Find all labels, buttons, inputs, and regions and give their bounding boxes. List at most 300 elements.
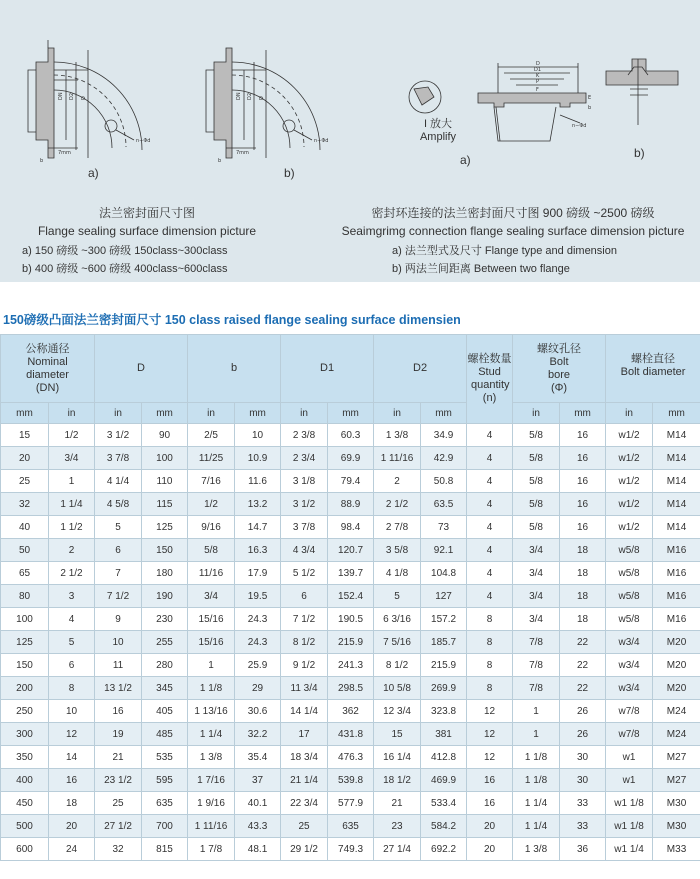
table-cell: 1 7/16 [188, 769, 235, 792]
table-cell: 11 3/4 [281, 677, 328, 700]
table-cell: 8 [467, 654, 513, 677]
table-cell: 17 [281, 723, 328, 746]
table-cell: 362 [328, 700, 374, 723]
dim-label: b [218, 158, 222, 164]
table-cell: 48.1 [235, 838, 281, 861]
table-cell: 25 [281, 815, 328, 838]
dim-label: K [536, 73, 540, 79]
table-cell: 4 1/4 [95, 470, 142, 493]
table-cell: 1 3/8 [374, 424, 421, 447]
table-cell: 9 [95, 608, 142, 631]
unit-cell: in [281, 403, 328, 424]
table-cell: 300 [1, 723, 49, 746]
table-cell: 345 [142, 677, 188, 700]
table-cell: 152.4 [328, 585, 374, 608]
flange-drawing-b [196, 40, 356, 165]
table-cell: 1 3/8 [188, 746, 235, 769]
table-cell: 30.6 [235, 700, 281, 723]
table-cell: 1 [49, 470, 95, 493]
subfigure-label-b: b) [634, 146, 645, 160]
table-cell: 7/8 [513, 654, 560, 677]
table-cell: M27 [653, 746, 700, 769]
table-cell: 3 1/2 [95, 424, 142, 447]
table-cell: M27 [653, 769, 700, 792]
table-cell: w5/8 [606, 539, 653, 562]
table-cell: 476.3 [328, 746, 374, 769]
table-cell: 24.3 [235, 608, 281, 631]
table-cell: 1 1/4 [513, 815, 560, 838]
table-cell: 4 [467, 562, 513, 585]
table-cell: 3 7/8 [281, 516, 328, 539]
table-cell: 2 3/8 [281, 424, 328, 447]
table-cell: 26 [560, 700, 606, 723]
table-cell: 50 [1, 539, 49, 562]
table-cell: 323.8 [421, 700, 467, 723]
table-cell: 16 1/4 [374, 746, 421, 769]
table-cell: 7/8 [513, 631, 560, 654]
unit-row [1, 403, 700, 424]
table-cell: 4 5/8 [95, 493, 142, 516]
table-cell: w3/4 [606, 654, 653, 677]
table-cell: 1 1/2 [49, 516, 95, 539]
table-cell: 125 [142, 516, 188, 539]
table-cell: 21 [374, 792, 421, 815]
table-cell: M20 [653, 631, 700, 654]
table-cell: w1 1/4 [606, 838, 653, 861]
table-cell: 25.9 [235, 654, 281, 677]
table-cell: 25 [1, 470, 49, 493]
table-cell: 6 [95, 539, 142, 562]
subfigure-label-b: b) [284, 166, 295, 180]
table-cell: 5/8 [513, 447, 560, 470]
table-cell: 6 [281, 585, 328, 608]
table-cell: 30 [560, 769, 606, 792]
table-cell: 125 [1, 631, 49, 654]
table-cell: 450 [1, 792, 49, 815]
table-cell: 3/4 [513, 539, 560, 562]
table-cell: 65 [1, 562, 49, 585]
table-cell: 3/4 [513, 562, 560, 585]
table-cell: 4 [467, 516, 513, 539]
detail-caption-cn: I 放大 [423, 118, 453, 130]
table-cell: 40.1 [235, 792, 281, 815]
table-row [1, 746, 700, 769]
table-cell: 1 11/16 [188, 815, 235, 838]
table-cell: w1 [606, 746, 653, 769]
left-caption [22, 204, 322, 278]
table-cell: 22 [560, 654, 606, 677]
table-cell: 4 1/8 [374, 562, 421, 585]
table-cell: 43.3 [235, 815, 281, 838]
right-caption [333, 204, 693, 278]
table-row [1, 424, 700, 447]
table-row [1, 769, 700, 792]
table-cell: 80 [1, 585, 49, 608]
table-cell: 230 [142, 608, 188, 631]
table-cell: 749.3 [328, 838, 374, 861]
table-row [1, 631, 700, 654]
unit-cell: in [49, 403, 95, 424]
table-cell: 4 [467, 424, 513, 447]
table-cell: 25 [95, 792, 142, 815]
table-cell: 3/4 [513, 585, 560, 608]
table-cell: 22 [560, 631, 606, 654]
table-cell: 32.2 [235, 723, 281, 746]
table-cell: 1 [513, 723, 560, 746]
table-cell: 4 [467, 585, 513, 608]
table-cell: M14 [653, 447, 700, 470]
table-cell: 1 [513, 700, 560, 723]
table-cell: 9 1/2 [281, 654, 328, 677]
header-en: Bolt bore (Φ) [548, 355, 571, 394]
table-cell: 92.1 [421, 539, 467, 562]
table-cell: 16 [560, 424, 606, 447]
table-cell: 13 1/2 [95, 677, 142, 700]
table-cell: 18 [560, 608, 606, 631]
table-cell: 381 [421, 723, 467, 746]
table-cell: 18 1/2 [374, 769, 421, 792]
table-cell: 1 [188, 654, 235, 677]
table-cell: 1 1/8 [513, 746, 560, 769]
right-caption-title-en: Seaimgrimg connection flange sealing surface dimension picture [341, 224, 685, 238]
dim-label: DN [58, 92, 64, 100]
table-cell: 5 [49, 631, 95, 654]
table-cell: 2 [49, 539, 95, 562]
unit-cell: mm [142, 403, 188, 424]
table-cell: w3/4 [606, 631, 653, 654]
table-cell: 7 [95, 562, 142, 585]
table-cell: M16 [653, 562, 700, 585]
table-cell: 4 [49, 608, 95, 631]
table-cell: 98.4 [328, 516, 374, 539]
table-cell: 16 [560, 493, 606, 516]
table-cell: 8 [49, 677, 95, 700]
table-cell: 7/16 [188, 470, 235, 493]
table-cell: 200 [1, 677, 49, 700]
table-cell: w1/2 [606, 447, 653, 470]
table-cell: 1 1/4 [513, 792, 560, 815]
table-cell: w1/2 [606, 516, 653, 539]
header-d: D [95, 335, 188, 403]
table-cell: 20 [1, 447, 49, 470]
table-cell: 23 1/2 [95, 769, 142, 792]
table-row [1, 562, 700, 585]
table-cell: 3 7/8 [95, 447, 142, 470]
table-cell: 20 [49, 815, 95, 838]
table-cell: 1 1/8 [513, 769, 560, 792]
header-cn: 公称通径 [25, 342, 70, 355]
left-caption-line: a) 150 磅级 ~300 磅级 150class~300class [22, 245, 228, 257]
table-cell: M24 [653, 723, 700, 746]
table-cell: 24.3 [235, 631, 281, 654]
table-cell: 3 [49, 585, 95, 608]
dim-label: DN [236, 92, 242, 100]
flange-drawing-a [18, 40, 178, 165]
dim-label: n−Φd [136, 138, 151, 144]
table-cell: M24 [653, 700, 700, 723]
table-cell: 13.2 [235, 493, 281, 516]
table-cell: 73 [421, 516, 467, 539]
table-cell: 469.9 [421, 769, 467, 792]
table-cell: w7/8 [606, 723, 653, 746]
table-cell: 412.8 [421, 746, 467, 769]
table-cell: 692.2 [421, 838, 467, 861]
detail-caption [408, 118, 468, 144]
table-cell: 157.2 [421, 608, 467, 631]
table-cell: 120.7 [328, 539, 374, 562]
table-cell: 88.9 [328, 493, 374, 516]
table-cell: 4 [467, 470, 513, 493]
table-cell: 635 [328, 815, 374, 838]
unit-cell: in [513, 403, 560, 424]
unit-cell: mm [653, 403, 700, 424]
table-cell: w1/2 [606, 493, 653, 516]
right-caption-line: a) 法兰型式及尺寸 Flange type and dimension [392, 245, 617, 257]
table-cell: 215.9 [421, 654, 467, 677]
header-d1: D1 [281, 335, 374, 403]
unit-cell: in [374, 403, 421, 424]
table-cell: 539.8 [328, 769, 374, 792]
unit-cell: mm [1, 403, 49, 424]
table-cell: 19 [95, 723, 142, 746]
table-cell: 1 13/16 [188, 700, 235, 723]
dim-label: 7mm [236, 150, 249, 156]
table-cell: 5/8 [188, 539, 235, 562]
table-cell: 5 [95, 516, 142, 539]
table-cell: 150 [142, 539, 188, 562]
table-cell: 12 [467, 746, 513, 769]
dim-label: D [81, 96, 87, 100]
table-cell: 11/16 [188, 562, 235, 585]
unit-cell: mm [235, 403, 281, 424]
table-cell: 700 [142, 815, 188, 838]
table-cell: 535 [142, 746, 188, 769]
right-caption-title-cn: 密封环连接的法兰密封面尺寸图 900 磅级 ~2500 磅级 [371, 206, 655, 220]
dim-label: b [588, 105, 592, 111]
table-cell: 4 [467, 447, 513, 470]
table-cell: 27 1/4 [374, 838, 421, 861]
table-cell: 9/16 [188, 516, 235, 539]
table-cell: 635 [142, 792, 188, 815]
table-cell: 18 3/4 [281, 746, 328, 769]
table-cell: 3/4 [49, 447, 95, 470]
table-cell: 16 [560, 470, 606, 493]
dim-label: D2 [69, 92, 75, 100]
table-cell: 19.5 [235, 585, 281, 608]
table-cell: 4 [467, 539, 513, 562]
table-row [1, 470, 700, 493]
table-cell: 298.5 [328, 677, 374, 700]
table-cell: 100 [1, 608, 49, 631]
table-cell: 40 [1, 516, 49, 539]
table-cell: 63.5 [421, 493, 467, 516]
table-cell: 15 [374, 723, 421, 746]
table-cell: 11 [95, 654, 142, 677]
table-cell: 10 [49, 700, 95, 723]
table-cell: 350 [1, 746, 49, 769]
table-row [1, 723, 700, 746]
table-cell: 5/8 [513, 493, 560, 516]
table-cell: 15 [1, 424, 49, 447]
table-cell: 110 [142, 470, 188, 493]
table-cell: 500 [1, 815, 49, 838]
table-cell: 4 3/4 [281, 539, 328, 562]
table-cell: 14 1/4 [281, 700, 328, 723]
table-cell: 5 1/2 [281, 562, 328, 585]
table-cell: 405 [142, 700, 188, 723]
table-cell: 20 [467, 815, 513, 838]
table-cell: 10 [95, 631, 142, 654]
table-cell: 400 [1, 769, 49, 792]
table-cell: M14 [653, 424, 700, 447]
dim-label: D2 [247, 92, 253, 100]
table-cell: M30 [653, 792, 700, 815]
table-cell: 280 [142, 654, 188, 677]
table-cell: 815 [142, 838, 188, 861]
table-cell: 16 [560, 447, 606, 470]
table-cell: 215.9 [328, 631, 374, 654]
table-row [1, 447, 700, 470]
table-cell: 8 [467, 631, 513, 654]
dim-label: E [588, 95, 592, 101]
table-cell: 26 [560, 723, 606, 746]
table-cell: 32 [95, 838, 142, 861]
table-cell: w5/8 [606, 585, 653, 608]
table-body [1, 424, 700, 861]
table-row [1, 539, 700, 562]
table-cell: 577.9 [328, 792, 374, 815]
table-cell: M16 [653, 608, 700, 631]
table-cell: M16 [653, 585, 700, 608]
header-stud-quantity [467, 335, 513, 424]
table-title: 150磅级凸面法兰密封面尺寸 150 class raised flange sealing surface dimensien [3, 313, 461, 327]
table-cell: 14 [49, 746, 95, 769]
table-cell: 16 [560, 516, 606, 539]
table-cell: 30 [560, 746, 606, 769]
table-cell: 11/25 [188, 447, 235, 470]
table-cell: 27 1/2 [95, 815, 142, 838]
table-cell: 21 1/4 [281, 769, 328, 792]
table-cell: 10 [235, 424, 281, 447]
table-cell: 127 [421, 585, 467, 608]
table-cell: 7 1/2 [95, 585, 142, 608]
table-cell: 21 [95, 746, 142, 769]
header-cn: 螺栓数量 [467, 353, 512, 365]
table-cell: 1 1/8 [188, 677, 235, 700]
table-row [1, 700, 700, 723]
table-cell: 2 1/2 [374, 493, 421, 516]
table-cell: 1 7/8 [188, 838, 235, 861]
header-en: Stud quantity (n) [471, 366, 510, 404]
table-cell: 10 5/8 [374, 677, 421, 700]
table-cell: 2/5 [188, 424, 235, 447]
dim-label: D1 [534, 67, 542, 73]
table-cell: 180 [142, 562, 188, 585]
table-cell: 3/4 [513, 608, 560, 631]
table-cell: M16 [653, 539, 700, 562]
table-cell: 12 3/4 [374, 700, 421, 723]
table-cell: 18 [560, 585, 606, 608]
table-cell: 18 [49, 792, 95, 815]
table-cell: 5 [374, 585, 421, 608]
table-cell: w7/8 [606, 700, 653, 723]
table-cell: w1 1/8 [606, 792, 653, 815]
table-cell: 16 [467, 769, 513, 792]
table-row [1, 838, 700, 861]
table-cell: 1/2 [188, 493, 235, 516]
table-cell: 5/8 [513, 470, 560, 493]
table-cell: M20 [653, 654, 700, 677]
table-row [1, 815, 700, 838]
table-cell: 600 [1, 838, 49, 861]
table-cell: 20 [467, 838, 513, 861]
table-cell: 3 5/8 [374, 539, 421, 562]
table-cell: 60.3 [328, 424, 374, 447]
table-cell: 431.8 [328, 723, 374, 746]
table-cell: w3/4 [606, 677, 653, 700]
table-cell: 8 [467, 608, 513, 631]
table-cell: M30 [653, 815, 700, 838]
table-cell: 2 1/2 [49, 562, 95, 585]
table-cell: w1 1/8 [606, 815, 653, 838]
table-cell: 14.7 [235, 516, 281, 539]
table-row [1, 493, 700, 516]
table-cell: 7 1/2 [281, 608, 328, 631]
table-cell: 16.3 [235, 539, 281, 562]
table-cell: 139.7 [328, 562, 374, 585]
table-cell: 190.5 [328, 608, 374, 631]
table-cell: 24 [49, 838, 95, 861]
table-cell: 255 [142, 631, 188, 654]
table-cell: 22 [560, 677, 606, 700]
dim-label: D [536, 61, 540, 67]
table-cell: 241.3 [328, 654, 374, 677]
table-cell: 16 [49, 769, 95, 792]
table-row [1, 677, 700, 700]
table-cell: 1 9/16 [188, 792, 235, 815]
header-bolt-bore [513, 335, 606, 403]
left-caption-line: b) 400 磅级 ~600 磅级 400class~600class [22, 263, 228, 275]
unit-cell: in [95, 403, 142, 424]
table-cell: 35.4 [235, 746, 281, 769]
table-cell: 36 [560, 838, 606, 861]
table-cell: M14 [653, 516, 700, 539]
table-cell: 12 [467, 700, 513, 723]
table-row [1, 654, 700, 677]
table-cell: 1 3/8 [513, 838, 560, 861]
left-caption-title-cn: 法兰密封面尺寸图 [98, 206, 195, 220]
table-cell: 8 [467, 677, 513, 700]
unit-cell: in [188, 403, 235, 424]
table-cell: 3 1/2 [281, 493, 328, 516]
table-cell: 115 [142, 493, 188, 516]
table-cell: 16 [467, 792, 513, 815]
table-cell: 29 1/2 [281, 838, 328, 861]
table-cell: 190 [142, 585, 188, 608]
table-cell: 100 [142, 447, 188, 470]
table-cell: 6 [49, 654, 95, 677]
table-cell: w5/8 [606, 608, 653, 631]
table-cell: w1/2 [606, 424, 653, 447]
table-cell: 250 [1, 700, 49, 723]
table-cell: 69.9 [328, 447, 374, 470]
table-cell: w5/8 [606, 562, 653, 585]
table-cell: w1 [606, 769, 653, 792]
header-cn: 螺纹孔径 [537, 342, 582, 355]
header-en: Nominal diameter (DN) [26, 355, 69, 394]
dim-label: n−Φd [572, 123, 587, 129]
table-cell: 18 [560, 539, 606, 562]
